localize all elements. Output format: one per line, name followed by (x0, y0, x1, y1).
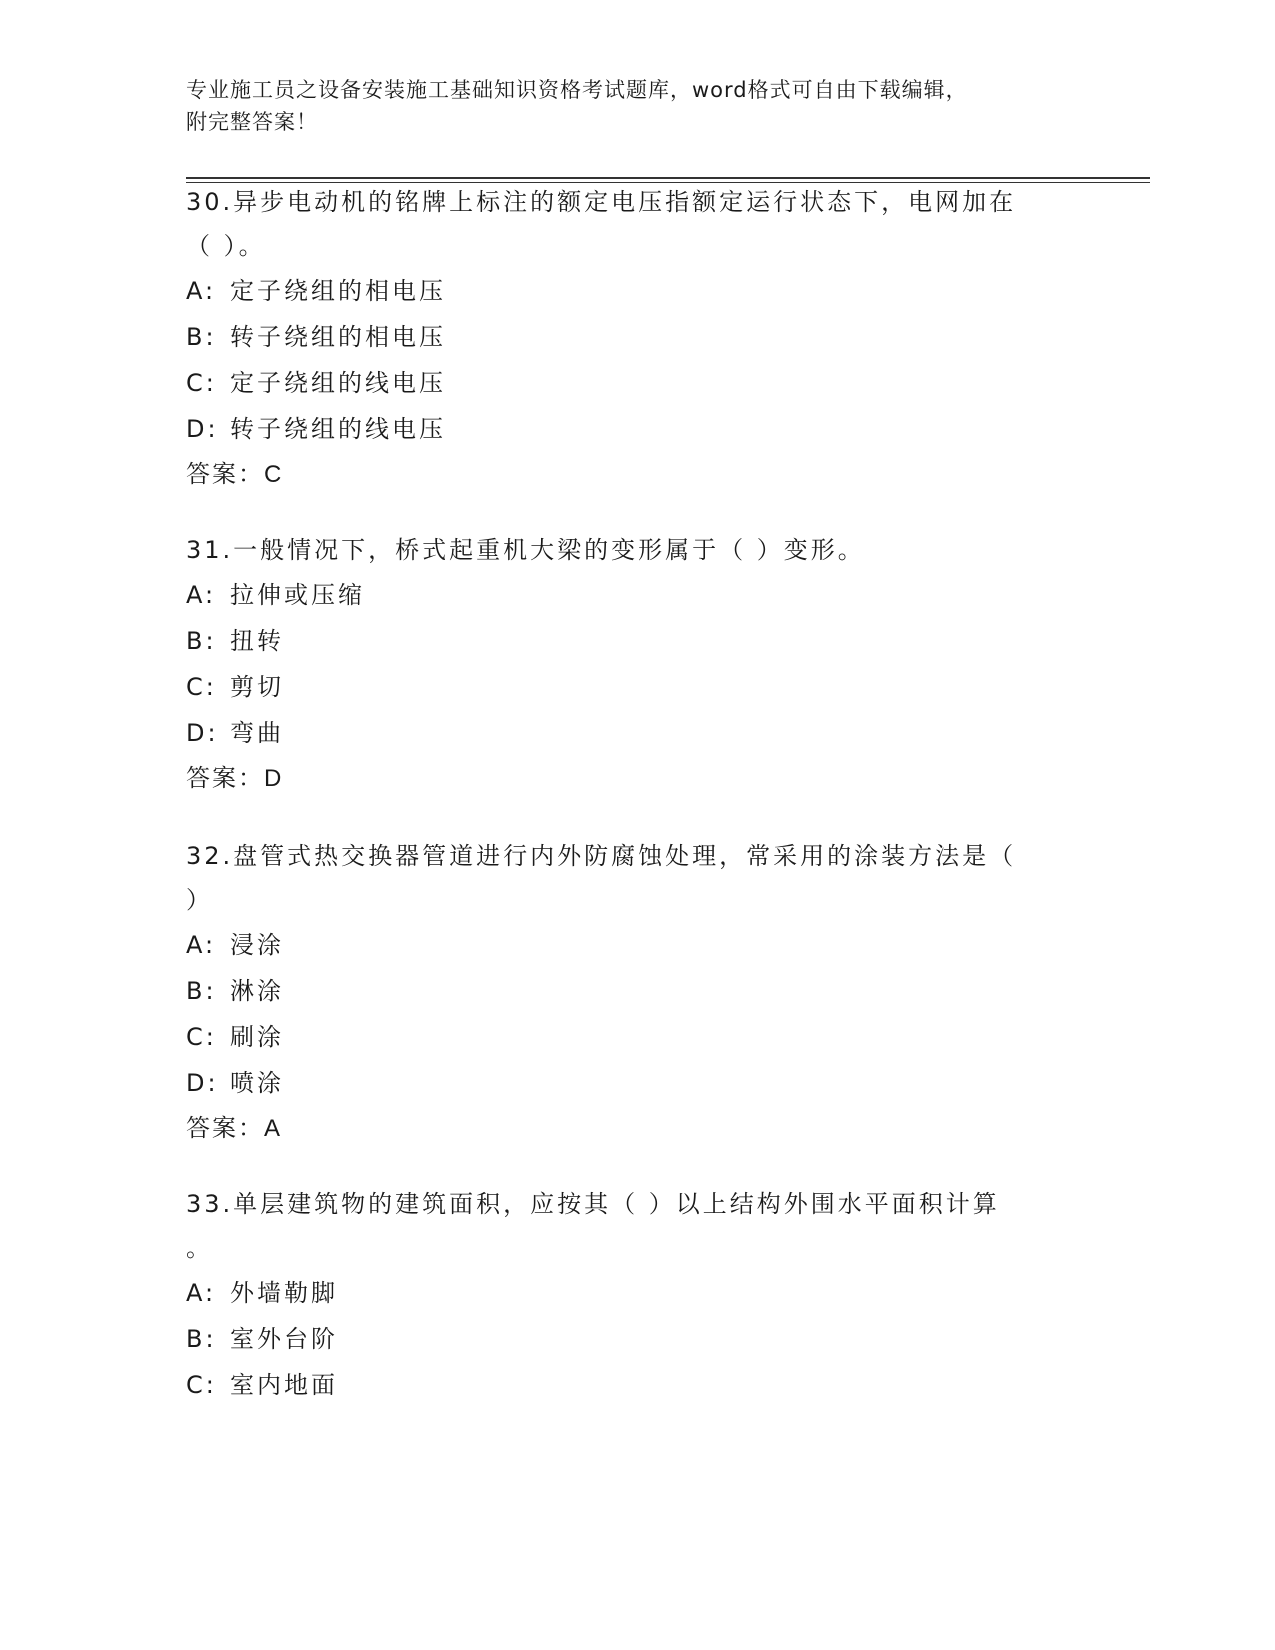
option-text: 定子绕组的相电压 (230, 277, 446, 305)
option-text: 室内地面 (230, 1371, 338, 1399)
option-c (186, 1362, 1086, 1408)
option-c (186, 664, 1086, 710)
answer-line: 答案：D (186, 765, 284, 792)
answer-line: 答案：C (186, 461, 284, 488)
option-letter: A: (186, 931, 217, 959)
option-text: 转子绕组的线电压 (230, 415, 446, 443)
question-30 (186, 180, 1086, 498)
option-text: 外墙勒脚 (230, 1279, 338, 1307)
option-a (186, 268, 1086, 314)
question-stem-line-1: 30.异步电动机的铭牌上标注的额定电压指额定运行状态下，电网加在 (186, 188, 1017, 216)
option-text: 弯曲 (230, 719, 284, 747)
option-a (186, 1270, 1086, 1316)
option-text: 定子绕组的线电压 (230, 369, 446, 397)
option-letter: A: (186, 277, 217, 305)
option-a (186, 922, 1086, 968)
question-stem-line-1: 33.单层建筑物的建筑面积，应按其（ ）以上结构外围水平面积计算 (186, 1190, 1000, 1218)
option-b (186, 968, 1086, 1014)
option-text: 转子绕组的相电压 (230, 323, 446, 351)
option-b (186, 314, 1086, 360)
question-31 (186, 528, 1086, 802)
option-letter: D: (186, 1069, 219, 1097)
option-letter: B: (186, 1325, 217, 1353)
document-header (186, 74, 1086, 138)
option-d (186, 406, 1086, 452)
option-d (186, 1060, 1086, 1106)
option-text: 淋涂 (230, 977, 284, 1005)
option-text: 扭转 (230, 627, 284, 655)
answer-line: 答案：A (186, 1115, 283, 1142)
header-line-2: 附完整答案！ (186, 110, 318, 134)
option-letter: C: (186, 1023, 217, 1051)
option-d (186, 710, 1086, 756)
option-letter: C: (186, 673, 217, 701)
question-stem-line-2: 。 (186, 1234, 213, 1262)
option-c (186, 1014, 1086, 1060)
option-text: 拉伸或压缩 (230, 581, 365, 609)
option-text: 浸涂 (230, 931, 284, 959)
option-c (186, 360, 1086, 406)
option-letter: D: (186, 719, 219, 747)
option-letter: B: (186, 323, 217, 351)
option-b (186, 618, 1086, 664)
question-stem-line-2: （ ）。 (186, 232, 266, 260)
option-letter: B: (186, 977, 217, 1005)
question-32 (186, 834, 1086, 1152)
question-stem-line-1: 32.盘管式热交换器管道进行内外防腐蚀处理，常采用的涂装方法是（ (186, 842, 1017, 870)
option-letter: C: (186, 369, 217, 397)
question-33 (186, 1182, 1086, 1408)
option-text: 刷涂 (230, 1023, 284, 1051)
option-letter: C: (186, 1371, 217, 1399)
option-text: 室外台阶 (230, 1325, 338, 1353)
option-letter: D: (186, 415, 219, 443)
header-divider-thick (186, 177, 1150, 179)
option-text: 喷涂 (230, 1069, 284, 1097)
option-letter: A: (186, 1279, 217, 1307)
option-a (186, 572, 1086, 618)
question-stem-line-1: 31.一般情况下，桥式起重机大梁的变形属于（ ）变形。 (186, 536, 865, 564)
option-letter: B: (186, 627, 217, 655)
option-text: 剪切 (230, 673, 284, 701)
question-stem-line-2: ） (186, 886, 213, 914)
header-line-1: 专业施工员之设备安装施工基础知识资格考试题库，word格式可自由下载编辑， (186, 78, 968, 102)
option-letter: A: (186, 581, 217, 609)
option-b (186, 1316, 1086, 1362)
